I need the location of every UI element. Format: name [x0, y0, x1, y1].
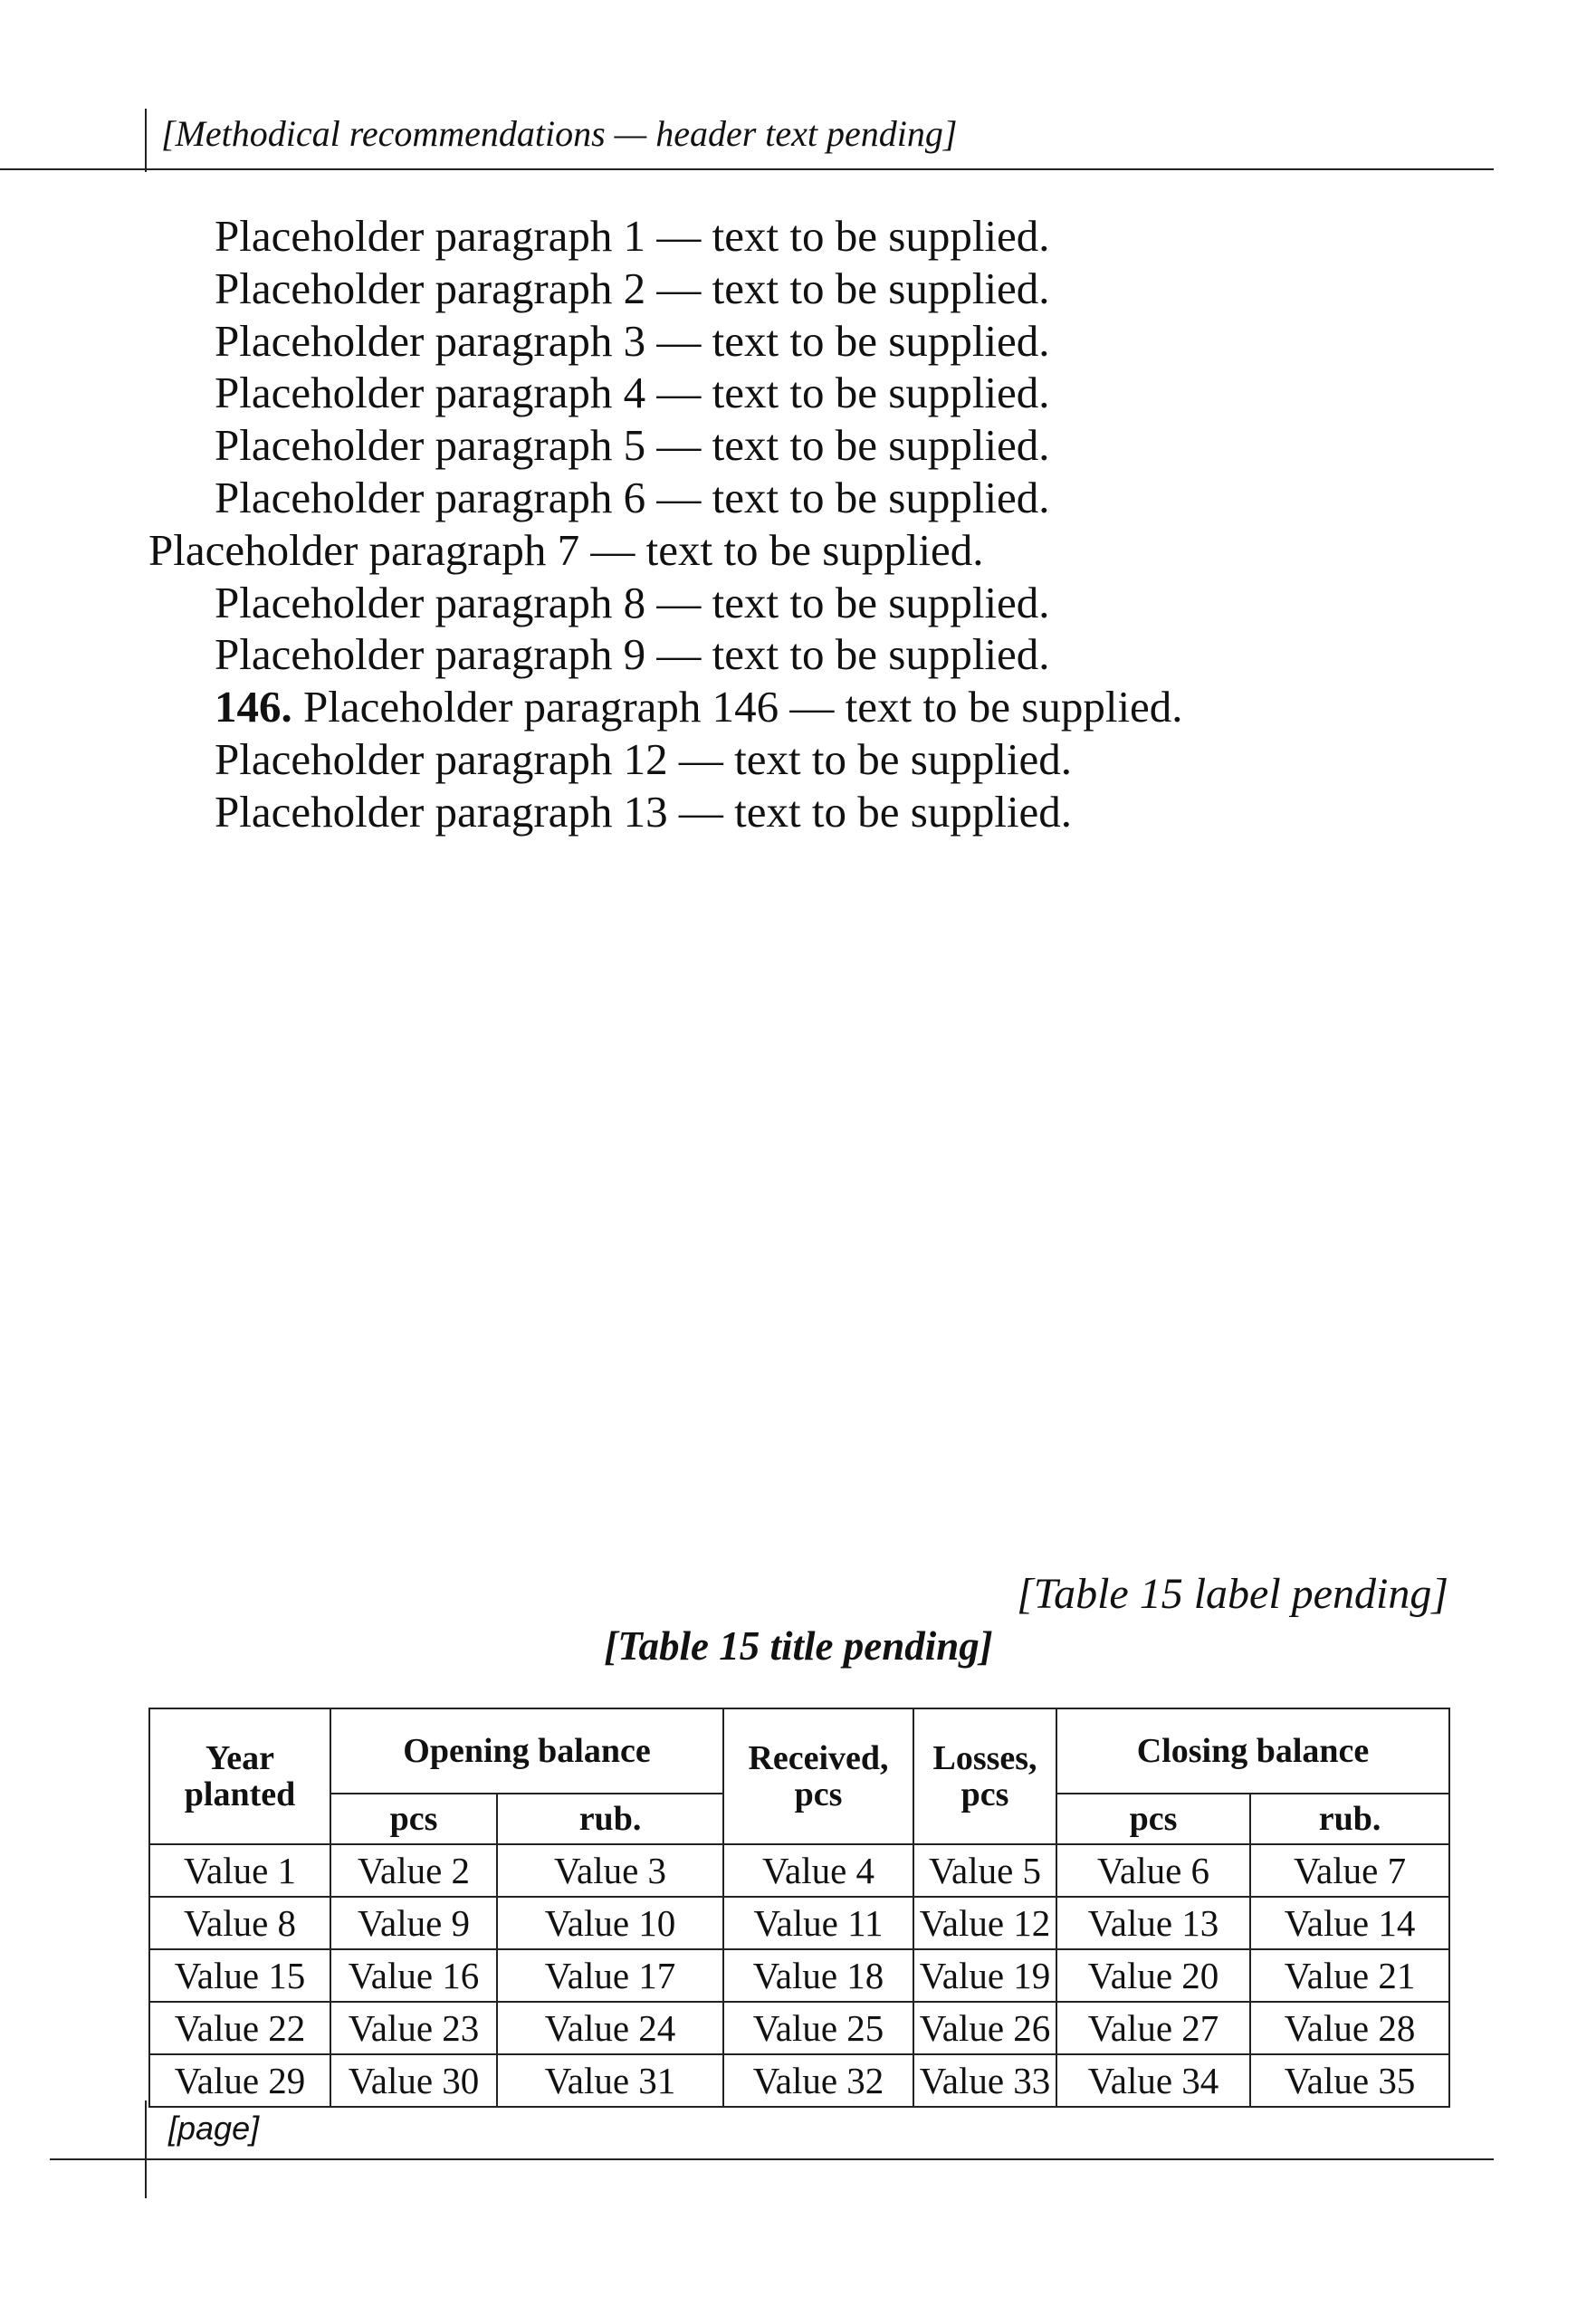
header-vertical-rule	[145, 109, 147, 172]
table-cell: Value 18	[723, 1949, 913, 2002]
col-year: Year planted	[149, 1708, 330, 1844]
col-end-rub: rub.	[1250, 1794, 1449, 1844]
table-cell: Value 34	[1056, 2054, 1250, 2107]
table-cell: Value 29	[149, 2054, 330, 2107]
table-cell: Value 30	[330, 2054, 497, 2107]
table-cell: Value 21	[1250, 1949, 1449, 2002]
table-cell: Value 17	[497, 1949, 723, 2002]
table-row-total	[149, 2054, 1449, 2107]
body-text	[148, 210, 1448, 838]
col-start-pcs: pcs	[330, 1794, 497, 1844]
table-cell: Value 14	[1250, 1897, 1449, 1949]
table-cell: Value 6	[1056, 1844, 1250, 1897]
table-cell: Value 13	[1056, 1897, 1250, 1949]
paragraph: Placeholder paragraph 4 — text to be supplied.	[215, 368, 1050, 418]
table-cell: Value 11	[723, 1897, 913, 1949]
paragraph: Placeholder paragraph 12 — text to be supplied.	[215, 733, 1073, 784]
formula-line: Placeholder paragraph 5 — text to be supplied.	[215, 420, 1050, 471]
table-title: [Table 15 title pending]	[604, 1623, 993, 1669]
table-cell: Value 12	[913, 1897, 1056, 1949]
paragraph-number: 146.	[215, 682, 292, 732]
table-cell: Value 20	[1056, 1949, 1250, 2002]
table-cell: Value 22	[149, 2002, 330, 2054]
col-dropout: Losses, pcs	[913, 1708, 1056, 1844]
table-cell: Value 28	[1250, 2002, 1449, 2054]
table-cell: Value 8	[149, 1897, 330, 1949]
table-cell: Value 25	[723, 2002, 913, 2054]
table-cell: Value 1	[149, 1844, 330, 1897]
paragraph: Placeholder paragraph 2 — text to be supplied.	[215, 263, 1050, 313]
page-number: [page]	[168, 2110, 260, 2147]
paragraph-146	[148, 681, 1448, 733]
table-row	[149, 1897, 1449, 1949]
balance-table	[148, 1708, 1450, 2108]
footer-vertical-rule	[145, 2100, 147, 2198]
table-cell: Value 5	[913, 1844, 1056, 1897]
col-start-balance: Opening balance	[330, 1708, 723, 1794]
table-cell: Value 9	[330, 1897, 497, 1949]
table-cell: Value 10	[497, 1897, 723, 1949]
running-title: [Methodical recommendations — header text pending]	[161, 113, 958, 154]
paragraph: Placeholder paragraph 13 — text to be supplied.	[215, 786, 1073, 837]
formula-line: Placeholder paragraph 3 — text to be supplied.	[215, 315, 1050, 366]
table-cell: Value 32	[723, 2054, 913, 2107]
col-end-balance: Closing balance	[1056, 1708, 1449, 1794]
table-row	[149, 2002, 1449, 2054]
header-rule	[0, 168, 1494, 170]
table-cell: Value 26	[913, 2002, 1056, 2054]
paragraph: Placeholder paragraph 8 — text to be supplied.	[215, 577, 1050, 627]
table-cell: Value 7	[1250, 1844, 1449, 1897]
col-start-rub: rub.	[497, 1794, 723, 1844]
table-label: [Table 15 label pending]	[1017, 1570, 1448, 1618]
table-cell: Value 4	[723, 1844, 913, 1897]
table-cell: Value 24	[497, 2002, 723, 2054]
formula-line: Placeholder paragraph 7 — text to be supplied.	[148, 524, 984, 575]
paragraph: Placeholder paragraph 6 — text to be supplied.	[215, 472, 1050, 522]
col-end-pcs: pcs	[1056, 1794, 1250, 1844]
table-cell: Value 31	[497, 2054, 723, 2107]
table-cell: Value 33	[913, 2054, 1056, 2107]
table-cell: Value 19	[913, 1949, 1056, 2002]
table-cell: Value 35	[1250, 2054, 1449, 2107]
table-cell: Value 2	[330, 1844, 497, 1897]
table-cell: Value 27	[1056, 2002, 1250, 2054]
table-row	[149, 1949, 1449, 2002]
table-cell: Value 16	[330, 1949, 497, 2002]
footer-rule	[50, 2158, 1494, 2160]
paragraph: Placeholder paragraph 9 — text to be supplied.	[215, 629, 1050, 680]
paragraph-text: Placeholder paragraph 146 — text to be supplied.	[303, 682, 1183, 732]
col-received: Received, pcs	[723, 1708, 913, 1844]
table-cell: Value 23	[330, 2002, 497, 2054]
table-cell: Value 15	[149, 1949, 330, 2002]
table-row	[149, 1844, 1449, 1897]
paragraph: Placeholder paragraph 1 — text to be supplied.	[215, 211, 1050, 261]
table-cell: Value 3	[497, 1844, 723, 1897]
